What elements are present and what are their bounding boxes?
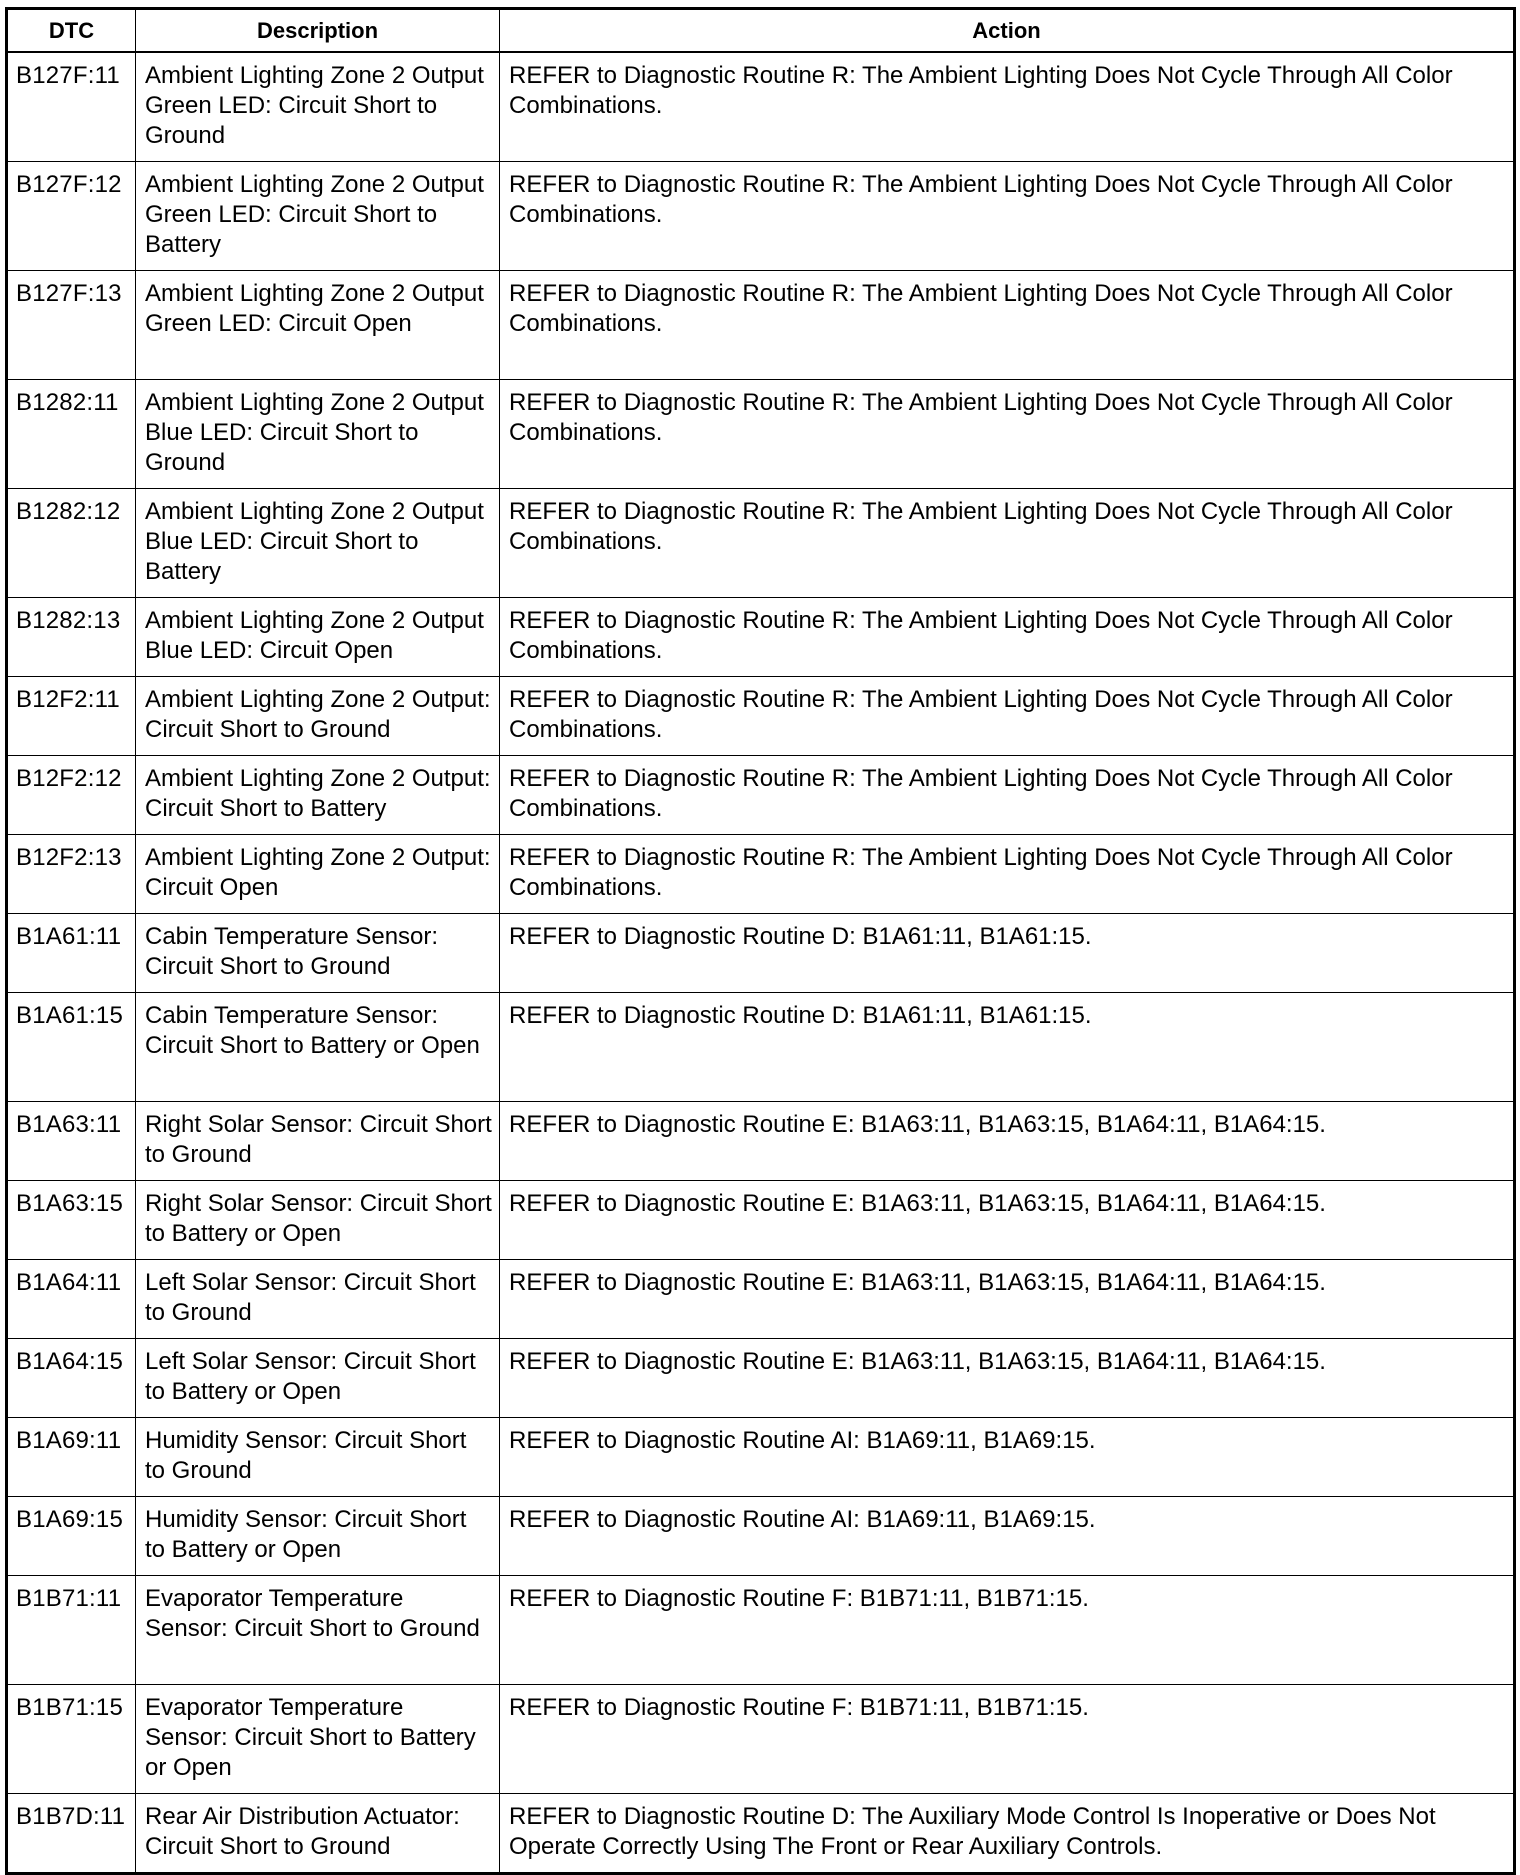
table-row	[7, 52, 1515, 162]
dtc-description: Evaporator Temperature Sensor: Circuit Short to Ground	[136, 1576, 500, 1685]
dtc-description: Humidity Sensor: Circuit Short to Ground	[136, 1418, 500, 1497]
header-row	[7, 9, 1515, 53]
dtc-description: Right Solar Sensor: Circuit Short to Battery or Open	[136, 1181, 500, 1260]
dtc-action: REFER to Diagnostic Routine R: The Ambient Lighting Does Not Cycle Through All Color Combinations.	[500, 489, 1515, 598]
dtc-action: REFER to Diagnostic Routine AI: B1A69:11, B1A69:15.	[500, 1497, 1515, 1576]
dtc-table	[5, 7, 1516, 1875]
dtc-code: B1A69:11	[7, 1418, 136, 1497]
dtc-action: REFER to Diagnostic Routine D: B1A61:11, B1A61:15.	[500, 914, 1515, 993]
dtc-action: REFER to Diagnostic Routine D: B1A61:11, B1A61:15.	[500, 993, 1515, 1102]
dtc-action: REFER to Diagnostic Routine F: B1B71:11, B1B71:15.	[500, 1685, 1515, 1794]
dtc-code: B1A61:11	[7, 914, 136, 993]
dtc-code: B12F2:13	[7, 835, 136, 914]
dtc-description: Ambient Lighting Zone 2 Output Blue LED: Circuit Short to Battery	[136, 489, 500, 598]
dtc-description: Humidity Sensor: Circuit Short to Battery or Open	[136, 1497, 500, 1576]
dtc-action: REFER to Diagnostic Routine AI: B1A69:11, B1A69:15.	[500, 1418, 1515, 1497]
dtc-action: REFER to Diagnostic Routine D: The Auxiliary Mode Control Is Inoperative or Does Not Operate Correctly Using The Front or Rear Auxiliary Controls.	[500, 1794, 1515, 1874]
header-description: Description	[136, 9, 500, 53]
dtc-code: B1B71:11	[7, 1576, 136, 1685]
dtc-code: B127F:12	[7, 162, 136, 271]
dtc-description: Cabin Temperature Sensor: Circuit Short to Ground	[136, 914, 500, 993]
dtc-description: Ambient Lighting Zone 2 Output: Circuit Short to Ground	[136, 677, 500, 756]
dtc-description: Ambient Lighting Zone 2 Output Green LED: Circuit Short to Battery	[136, 162, 500, 271]
dtc-description: Cabin Temperature Sensor: Circuit Short to Battery or Open	[136, 993, 500, 1102]
table-row	[7, 1102, 1515, 1181]
table-row	[7, 914, 1515, 993]
table-row	[7, 380, 1515, 489]
dtc-code: B1A64:15	[7, 1339, 136, 1418]
dtc-description: Ambient Lighting Zone 2 Output Green LED: Circuit Short to Ground	[136, 52, 500, 162]
table-row	[7, 1685, 1515, 1794]
dtc-action: REFER to Diagnostic Routine E: B1A63:11, B1A63:15, B1A64:11, B1A64:15.	[500, 1260, 1515, 1339]
table-row	[7, 1339, 1515, 1418]
dtc-code: B1282:13	[7, 598, 136, 677]
dtc-description: Right Solar Sensor: Circuit Short to Ground	[136, 1102, 500, 1181]
dtc-action: REFER to Diagnostic Routine E: B1A63:11, B1A63:15, B1A64:11, B1A64:15.	[500, 1181, 1515, 1260]
dtc-action: REFER to Diagnostic Routine E: B1A63:11, B1A63:15, B1A64:11, B1A64:15.	[500, 1339, 1515, 1418]
dtc-code: B1282:11	[7, 380, 136, 489]
dtc-action: REFER to Diagnostic Routine F: B1B71:11, B1B71:15.	[500, 1576, 1515, 1685]
dtc-description: Left Solar Sensor: Circuit Short to Battery or Open	[136, 1339, 500, 1418]
dtc-code: B1A64:11	[7, 1260, 136, 1339]
dtc-code: B127F:13	[7, 271, 136, 380]
dtc-code: B1A69:15	[7, 1497, 136, 1576]
dtc-code: B1B7D:11	[7, 1794, 136, 1874]
dtc-code: B127F:11	[7, 52, 136, 162]
table-row	[7, 1497, 1515, 1576]
table-row	[7, 1576, 1515, 1685]
dtc-code: B1A63:15	[7, 1181, 136, 1260]
dtc-code: B12F2:11	[7, 677, 136, 756]
table-row	[7, 489, 1515, 598]
table-row	[7, 1794, 1515, 1874]
dtc-code: B1A61:15	[7, 993, 136, 1102]
header-action: Action	[500, 9, 1515, 53]
table-row	[7, 835, 1515, 914]
dtc-action: REFER to Diagnostic Routine R: The Ambient Lighting Does Not Cycle Through All Color Combinations.	[500, 835, 1515, 914]
dtc-description: Ambient Lighting Zone 2 Output Blue LED: Circuit Open	[136, 598, 500, 677]
table-row	[7, 598, 1515, 677]
dtc-action: REFER to Diagnostic Routine R: The Ambient Lighting Does Not Cycle Through All Color Combinations.	[500, 52, 1515, 162]
dtc-description: Rear Air Distribution Actuator: Circuit Short to Ground	[136, 1794, 500, 1874]
dtc-code: B1282:12	[7, 489, 136, 598]
dtc-description: Ambient Lighting Zone 2 Output Blue LED: Circuit Short to Ground	[136, 380, 500, 489]
dtc-description: Ambient Lighting Zone 2 Output: Circuit Short to Battery	[136, 756, 500, 835]
table-row	[7, 1418, 1515, 1497]
dtc-description: Evaporator Temperature Sensor: Circuit Short to Battery or Open	[136, 1685, 500, 1794]
dtc-action: REFER to Diagnostic Routine R: The Ambient Lighting Does Not Cycle Through All Color Combinations.	[500, 162, 1515, 271]
dtc-action: REFER to Diagnostic Routine R: The Ambient Lighting Does Not Cycle Through All Color Combinations.	[500, 380, 1515, 489]
table-row	[7, 993, 1515, 1102]
dtc-code: B12F2:12	[7, 756, 136, 835]
table-row	[7, 1181, 1515, 1260]
dtc-code: B1A63:11	[7, 1102, 136, 1181]
table-row	[7, 677, 1515, 756]
dtc-description: Left Solar Sensor: Circuit Short to Ground	[136, 1260, 500, 1339]
dtc-action: REFER to Diagnostic Routine R: The Ambient Lighting Does Not Cycle Through All Color Combinations.	[500, 756, 1515, 835]
dtc-code: B1B71:15	[7, 1685, 136, 1794]
table-row	[7, 1260, 1515, 1339]
dtc-description: Ambient Lighting Zone 2 Output: Circuit Open	[136, 835, 500, 914]
dtc-action: REFER to Diagnostic Routine R: The Ambient Lighting Does Not Cycle Through All Color Combinations.	[500, 598, 1515, 677]
table-row	[7, 271, 1515, 380]
header-dtc: DTC	[7, 9, 136, 53]
table-row	[7, 756, 1515, 835]
dtc-action: REFER to Diagnostic Routine R: The Ambient Lighting Does Not Cycle Through All Color Combinations.	[500, 677, 1515, 756]
dtc-action: REFER to Diagnostic Routine R: The Ambient Lighting Does Not Cycle Through All Color Combinations.	[500, 271, 1515, 380]
dtc-action: REFER to Diagnostic Routine E: B1A63:11, B1A63:15, B1A64:11, B1A64:15.	[500, 1102, 1515, 1181]
table-row	[7, 162, 1515, 271]
dtc-description: Ambient Lighting Zone 2 Output Green LED: Circuit Open	[136, 271, 500, 380]
